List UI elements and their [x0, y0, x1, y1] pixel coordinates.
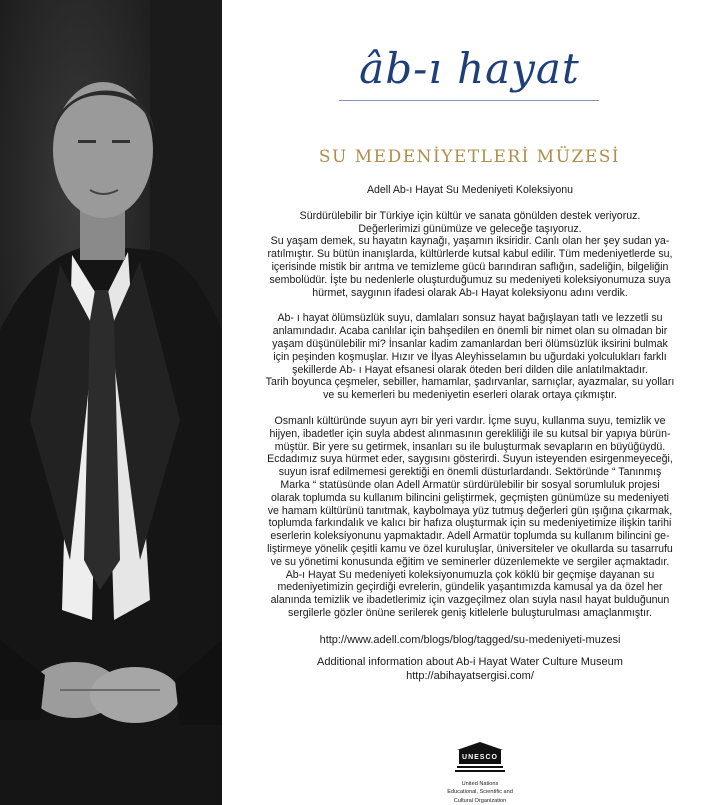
text-line: Sürdürülebilir bir Türkiye için kültür ve sanata gönülden destek veriyoruz.: [299, 209, 641, 222]
text-line: Su yaşam demek, su hayatın kaynağı, yaşamın iksiridir. Canlı olan her şey sudan ya-: [270, 235, 670, 248]
text-line: alanında temizlik ve ibadetlerimiz için vazgeçilmez olan suyla nasıl hayat bulduğunun: [270, 594, 670, 607]
text-line: Ecdadımız suya hürmet eder, saygısını gösterirdi. Suyun isteyenden esirgenmeyeceği,: [267, 453, 673, 466]
text-line: Ab- ı hayat ölümsüzlük suyu, damlaları sonsuz hayat bağışlayan tatlı ve lezzetli su: [277, 312, 663, 325]
text-line: suyun israf edilmemesi gerektiği en önemli düsturlardandı. Sektöründe “ Tanınmış: [278, 466, 662, 479]
unesco-logo: [432, 740, 528, 804]
text-line: müştür. Bir yere su getirmek, insanları su ile buluşturmak sevapların en büyüğüydü.: [274, 440, 666, 453]
text-line: sembolüdür. İşte bu nedenlerle oluşturduğumuz su medeniyeti koleksiyonumuza suya: [269, 273, 671, 286]
text-line: Tarih boyunca çeşmeler, sebiller, hamamlar, şadırvanlar, sarnıçlar, ayazmalar, su yolları: [265, 376, 675, 389]
text-line: toplumda farkındalık ve kalıcı bir hafıza oluşturmak için su medeniyetimize ilişkin tarihi: [268, 517, 672, 530]
text-line: liştirmeye yönelik çeşitli kamu ve özel kuruluşlar, üniversiteler ve okullarda su tasarrufu: [267, 542, 673, 555]
unesco-caption-line: Cultural Organization: [453, 797, 507, 804]
unesco-wordmark: UNESCO: [462, 754, 498, 761]
text-line: hürmet, saygının ifadesi olarak Ab-ı Hayat koleksiyonu adını verdik.: [312, 286, 628, 299]
blog-link[interactable]: http://www.adell.com/blogs/blog/tagged/su-medeniyeti-muzesi: [319, 633, 621, 646]
text-line: ratılmıştır. Su bütün inanışlarda, kültürlerde kutsal kabul edilir. Tüm medeniyetlerde su,: [267, 248, 673, 261]
unesco-caption-line: United Nations: [461, 781, 499, 787]
text-line: ve su kemerleri bu medeniyetin eserleri olarak ortaya çıkmıştır.: [323, 389, 617, 402]
text-line: içerisinde mistik bir arıtma ve temizleme gücü barındıran saflığın, sadeliğin, bilgeliğin: [271, 260, 669, 273]
text-line: ve su yönetimi konusunda eğitim ve seminerler düzenlemekte ve sergiler açmaktadır.: [270, 555, 670, 568]
additional-info-line: Additional information about Ab-i Hayat Water Culture Museum: [317, 655, 623, 668]
unesco-caption-line: Educational, Scientific and: [447, 789, 513, 796]
text-line: eserlerin koleksiyonunu yapmaktadır. Adell Armatür toplumda su kullanım bilincini ge-: [270, 530, 670, 543]
article-body: [242, 184, 698, 683]
text-line: medeniyetimizin geçirdiği evrelerin, gündelik yaşantımızda kamusal ya da özel her: [277, 581, 663, 594]
museum-info-panel: [222, 0, 717, 805]
text-line: anlamındadır. Acaba canlılar için bahşedilen en önemli bir nimet olan su olmadan bir: [272, 325, 668, 338]
text-line: yaşam düşünülebilir mi? İnsanlar kadim zamanlardan beri ölümsüzlük iksirini bulmak: [272, 337, 668, 350]
museum-subtitle: SU MEDENİYETLERİ MÜZESİ: [318, 147, 621, 167]
text-line: ve hamam kültürünü tanıtmak, kaybolmaya yüz tutmuş değerleri gün ışığına çıkarmak,: [267, 504, 673, 517]
museum-website-link[interactable]: http://abihayatsergisi.com/: [406, 669, 534, 682]
collection-title: Adell Ab-ı Hayat Su Medeniyeti Koleksiyonu: [366, 184, 574, 196]
text-line: Ab-ı Hayat Su medeniyeti koleksiyonumuzla çok köklü bir geçmişe dayanan su: [285, 568, 655, 581]
portrait-photo: [0, 0, 222, 805]
text-line: şekillerde Ab- ı Hayat efsanesi olarak öteden beri dilden dile anlatılmaktadır.: [292, 363, 648, 376]
text-line: Osmanlı kültüründe suyun ayrı bir yeri vardır. İçme suyu, kullanma suyu, temizlik ve: [274, 414, 666, 427]
text-line: hijyen, ibadetler için suyla abdest alınmasının gerekliliği ile su kutsal bir yapıya bürün-: [269, 427, 671, 440]
text-line: Değerlerimizi günümüze ve geleceğe taşıyoruz.: [358, 222, 582, 235]
text-line: olarak toplumda su kullanım bilincini geliştirmek, geçmişten günümüze su medeniyeti: [270, 491, 670, 504]
text-line: sergilerle gözler önüne serilerek geniş kitlelerle buluşturulması amaçlanmıştır.: [288, 606, 652, 619]
logo-underline: [339, 100, 599, 101]
text-line: için peşinden koşmuşlar. Hızır ve İlyas Aleyhisselamın bu uğurdaki yolculukları farklı: [273, 350, 667, 363]
ab-i-hayat-logo: âb-ı hayat: [359, 44, 580, 93]
text-line: Marka “ statüsünde olan Adell Armatür sürdürülebilir bir sosyal sorumluluk projesi: [280, 478, 660, 491]
